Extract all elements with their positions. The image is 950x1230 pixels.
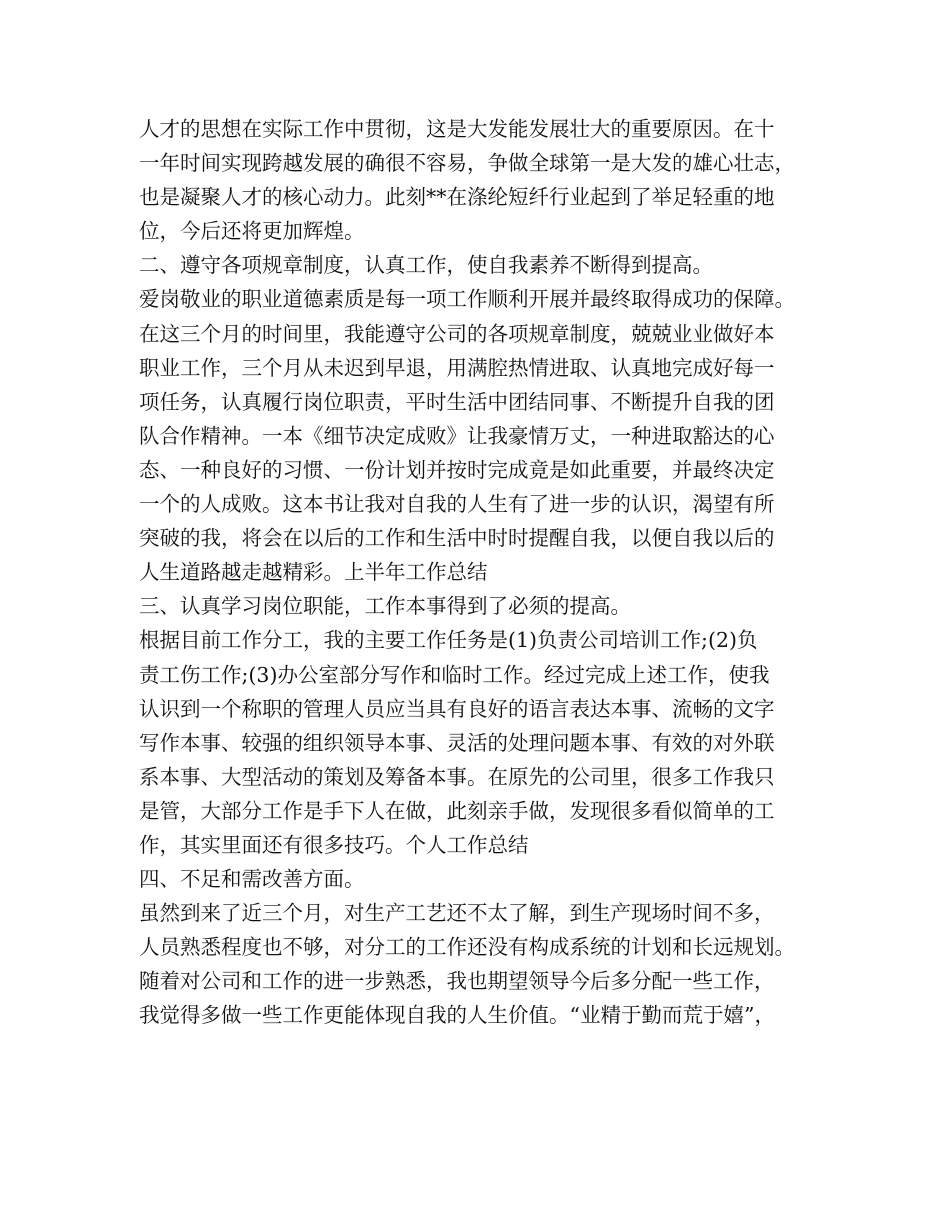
text-line: 态、一种良好的习惯、一份计划并按时完成竟是如此重要，并最终决定 — [139, 457, 775, 482]
text-line: 虽然到来了近三个月，对生产工艺还不太了解，到生产现场时间不多， — [139, 901, 775, 926]
document-body — [139, 112, 829, 1033]
text-line: 人员熟悉程度也不够，对分工的工作还没有构成系统的计划和长远规划。 — [139, 935, 795, 960]
text-line: 项任务，认真履行岗位职责，平时生活中团结同事、不断提升自我的团 — [139, 389, 775, 414]
section-heading: 二、遵守各项规章制度，认真工作，使自我素养不断得到提高。 — [139, 253, 713, 278]
text-line: 人才的思想在实际工作中贯彻，这是大发能发展壮大的重要原因。在十 — [139, 117, 775, 141]
text-line: 随着对公司和工作的进一步熟悉，我也期望领导今后多分配一些工作， — [139, 969, 775, 994]
text-line: 写作本事、较强的组织领导本事、灵活的处理问题本事、有效的对外联 — [139, 730, 775, 755]
text-line: 我觉得多做一些工作更能体现自我的人生价值。“业精于勤而荒于嬉”， — [139, 1003, 775, 1028]
text-line: 一年时间实现跨越发展的确很不容易，争做全球第一是大发的雄心壮志， — [139, 151, 795, 176]
text-line: 一个的人成败。这本书让我对自我的人生有了进一步的认识，渴望有所 — [139, 492, 775, 517]
text-line: 是管，大部分工作是手下人在做，此刻亲手做，发现很多看似简单的工 — [139, 798, 775, 823]
text-line: 系本事、大型活动的策划及筹备本事。在原先的公司里，很多工作我只 — [139, 764, 775, 789]
text-line: 在这三个月的时间里，我能遵守公司的各项规章制度，兢兢业业做好本 — [139, 321, 775, 346]
text-line: 队合作精神。一本《细节决定成败》让我豪情万丈，一种进取豁达的心 — [139, 423, 775, 448]
text-line: 位，今后还将更加辉煌。 — [139, 219, 365, 244]
text-line: 爱岗敬业的职业道德素质是每一项工作顺利开展并最终取得成功的保障。 — [139, 287, 795, 312]
text-line: 人生道路越走越精彩。上半年工作总结 — [139, 560, 488, 585]
text-line: 也是凝聚人才的核心动力。此刻**在涤纶短纤行业起到了举足轻重的地 — [139, 185, 775, 210]
text-line: 作，其实里面还有很多技巧。个人工作总结 — [139, 832, 529, 857]
text-line: 责工伤工作;(3)办公室部分写作和临时工作。经过完成上述工作，使我 — [139, 662, 770, 687]
text-line: 根据目前工作分工，我的主要工作任务是(1)负责公司培训工作;(2)负 — [139, 628, 758, 653]
text-line: 突破的我，将会在以后的工作和生活中时时提醒自我，以便自我以后的 — [139, 526, 775, 551]
section-heading: 三、认真学习岗位职能，工作本事得到了必须的提高。 — [139, 594, 631, 619]
text-line: 认识到一个称职的管理人员应当具有良好的语言表达本事、流畅的文字 — [139, 696, 775, 721]
text-line: 职业工作，三个月从未迟到早退，用满腔热情进取、认真地完成好每一 — [139, 355, 775, 380]
section-heading: 四、不足和需改善方面。 — [139, 867, 365, 892]
